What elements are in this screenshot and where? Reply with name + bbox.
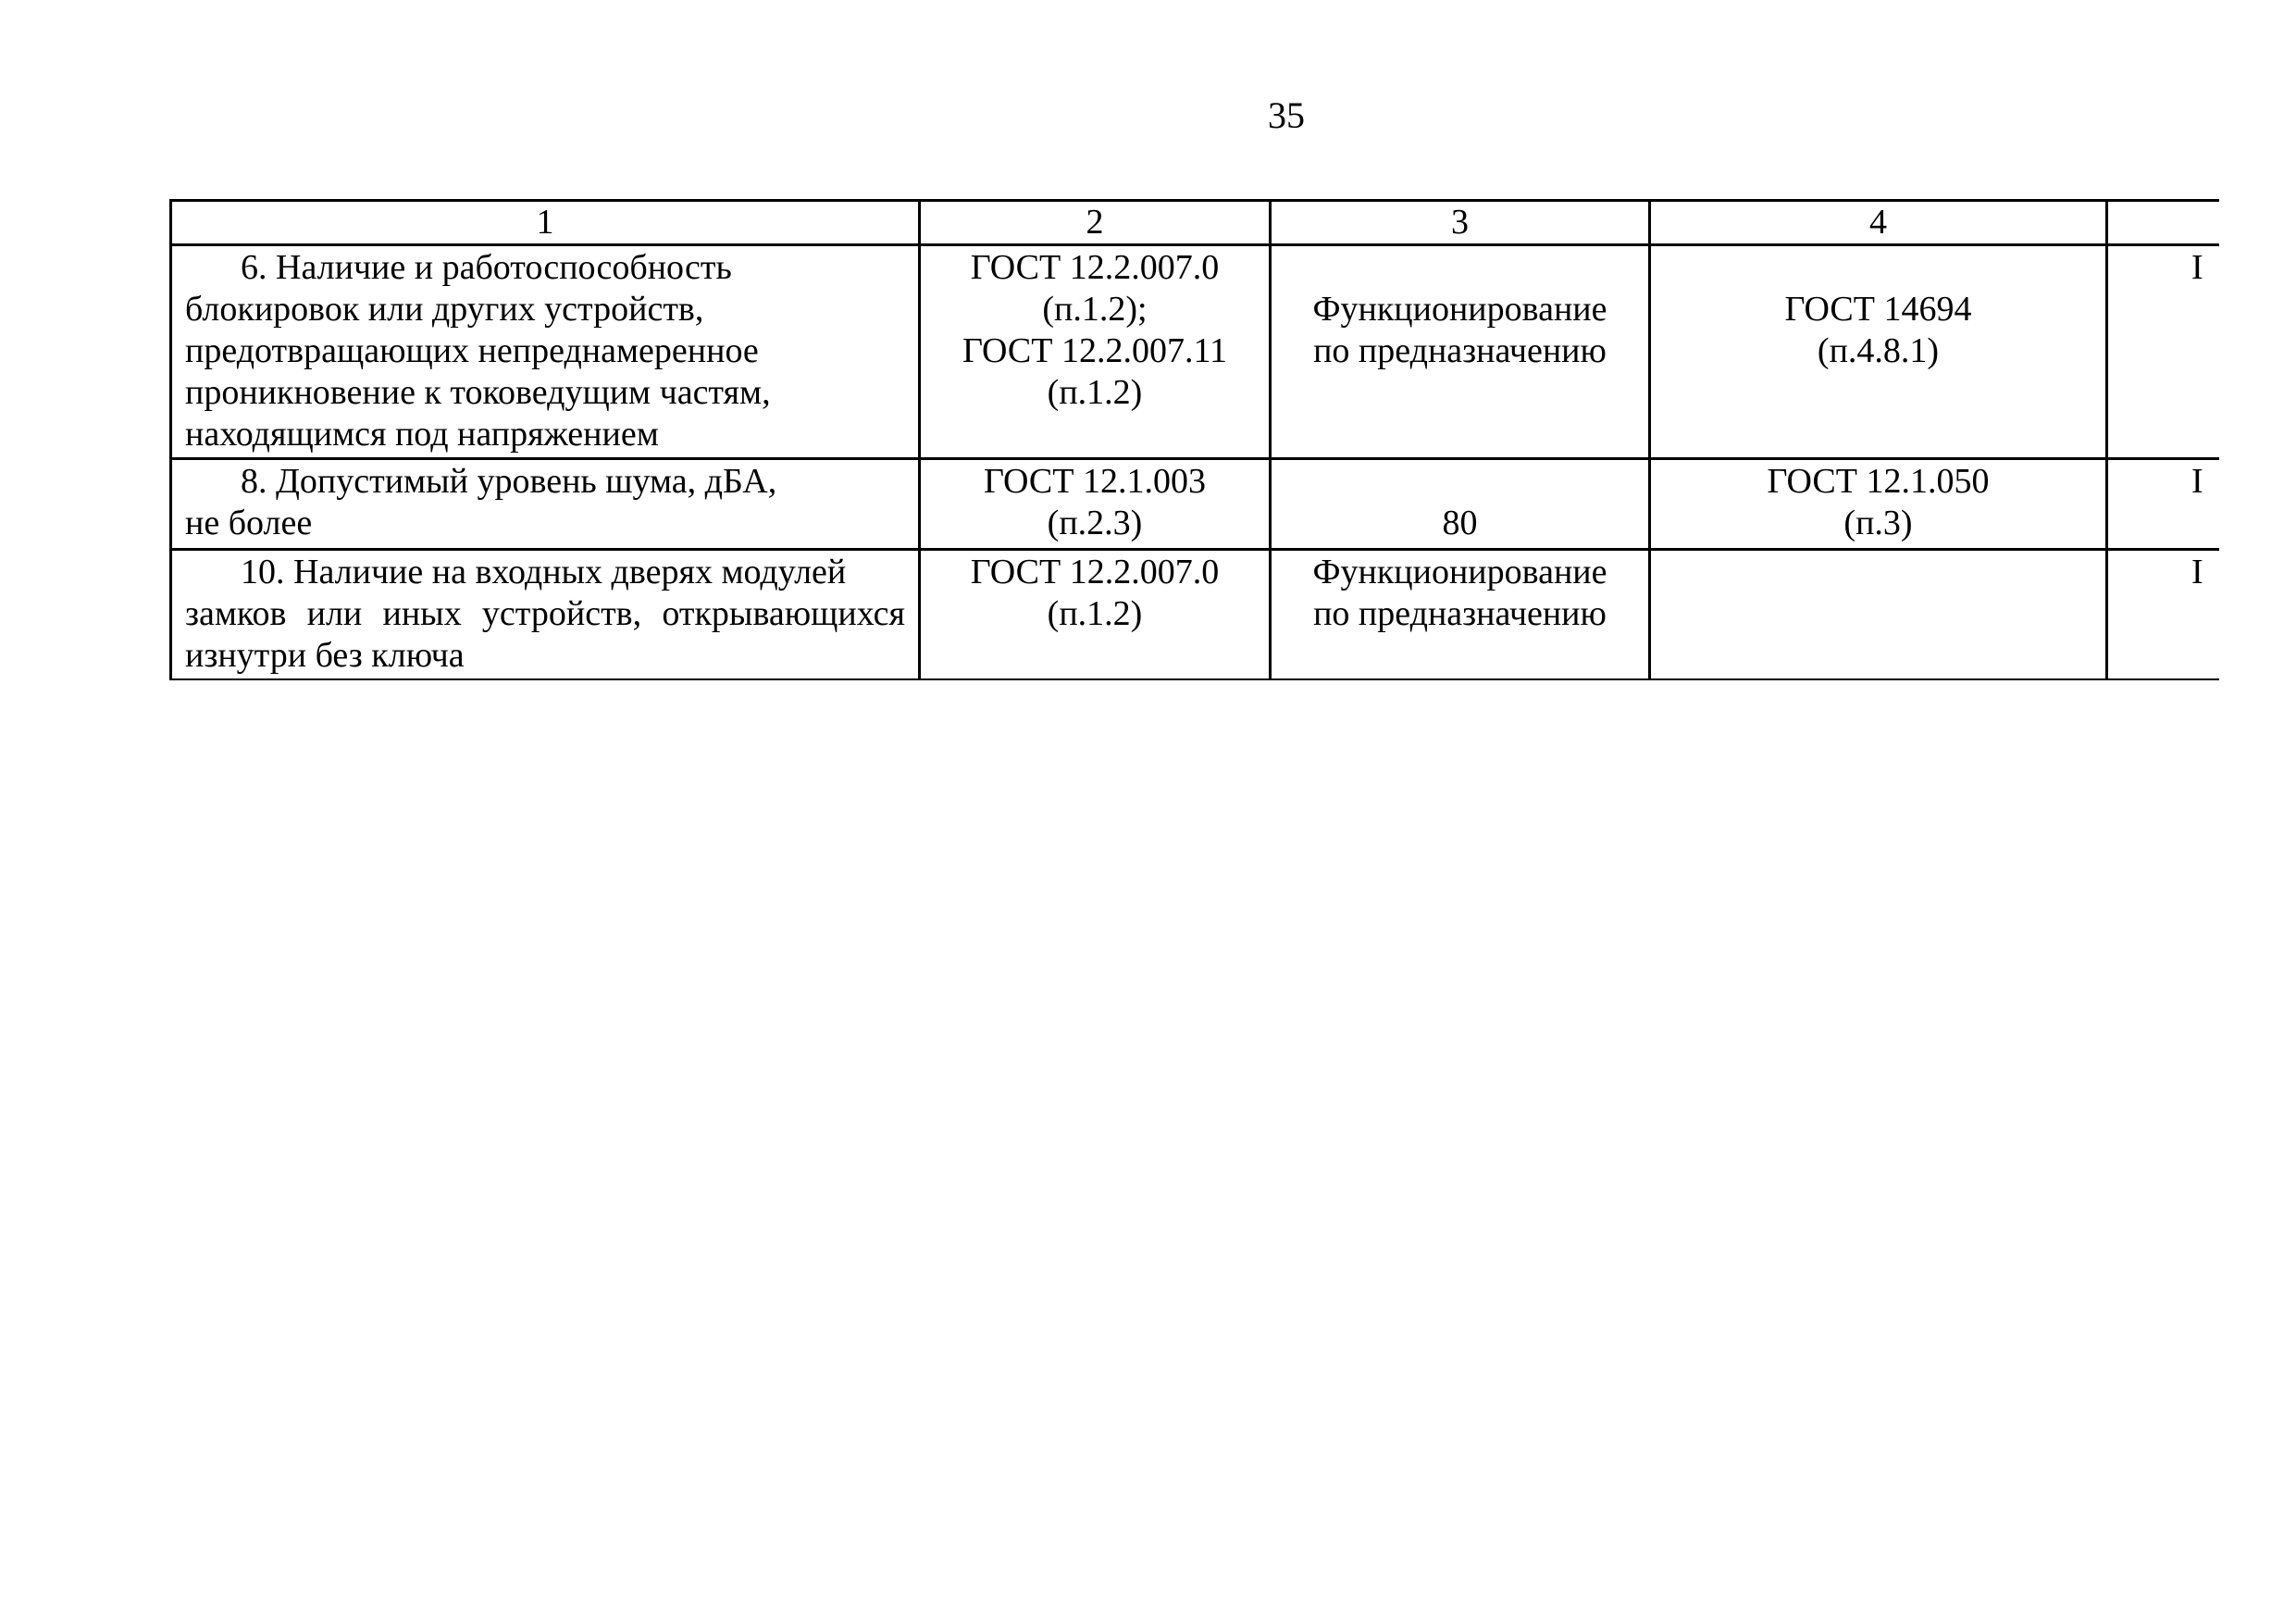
standard-line: ГОСТ 12.1.003: [984, 462, 1206, 501]
requirement-cell: [171, 459, 920, 550]
truncated-cell: І: [2107, 459, 2220, 550]
value-line: по предназначению: [1313, 594, 1607, 633]
table-row: [171, 550, 2220, 680]
value-line: 80: [1442, 504, 1478, 542]
table-header-row: [171, 201, 2220, 245]
cell-spacer: [1285, 461, 1635, 503]
standard-cell: [920, 245, 1271, 459]
method-line: ГОСТ 14694: [1784, 290, 1972, 329]
requirement-line: 8. Допустимый уровень шума, дБА,: [241, 462, 777, 501]
value-line: Функционирование: [1312, 553, 1607, 591]
method-cell: [1650, 459, 2107, 550]
requirement-line: 10. Наличие на входных дверях модулей: [241, 553, 847, 591]
method-line: ГОСТ 12.1.050: [1767, 462, 1990, 501]
method-line: (п.4.8.1): [1817, 331, 1940, 370]
standard-cell: [920, 550, 1271, 680]
method-cell: [1650, 550, 2107, 680]
header-cell-2: 2: [920, 201, 1271, 245]
standard-line: ГОСТ 12.2.007.11: [962, 331, 1228, 370]
value-cell: [1271, 459, 1650, 550]
requirement-line: предотвращающих непреднамеренное: [185, 331, 759, 370]
truncated-cell: І: [2107, 550, 2220, 680]
method-cell: [1650, 245, 2107, 459]
header-cell-3: 3: [1271, 201, 1650, 245]
requirement-cell: [171, 550, 920, 680]
requirement-cell: [171, 245, 920, 459]
standard-line: (п.1.2);: [1042, 290, 1148, 329]
header-cell-5: [2107, 201, 2220, 245]
requirements-table: [169, 199, 2219, 680]
requirement-line: находящимся под напряжением: [185, 415, 659, 454]
value-cell: [1271, 550, 1650, 680]
value-line: по предназначению: [1313, 331, 1607, 370]
cell-spacer: [1285, 247, 1635, 289]
method-line: (п.3): [1843, 504, 1913, 542]
standard-cell: [920, 459, 1271, 550]
requirement-line: изнутри без ключа: [185, 636, 465, 675]
requirement-line: блокировок или других устройств,: [185, 290, 704, 329]
requirement-line: 6. Наличие и работоспособность: [241, 248, 732, 287]
page-number: 35: [1268, 94, 1305, 136]
requirement-line: не более: [185, 504, 313, 542]
value-line: Функционирование: [1312, 290, 1607, 329]
cell-spacer: [1664, 247, 2092, 289]
header-cell-4: 4: [1650, 201, 2107, 245]
header-cell-1: 1: [171, 201, 920, 245]
standard-line: (п.1.2): [1047, 594, 1143, 633]
value-cell: [1271, 245, 1650, 459]
requirement-line: проникновение к токоведущим частям,: [185, 373, 771, 412]
standard-line: (п.2.3): [1047, 504, 1143, 542]
table-row: [171, 459, 2220, 550]
requirements-table-wrapper: [169, 199, 2219, 680]
standard-line: (п.1.2): [1047, 373, 1143, 412]
standard-line: ГОСТ 12.2.007.0: [970, 248, 1220, 287]
requirement-line: замков или иных устройств, открывающихся: [185, 594, 905, 633]
truncated-cell: І: [2107, 245, 2220, 459]
standard-line: ГОСТ 12.2.007.0: [970, 553, 1220, 591]
table-row: [171, 245, 2220, 459]
